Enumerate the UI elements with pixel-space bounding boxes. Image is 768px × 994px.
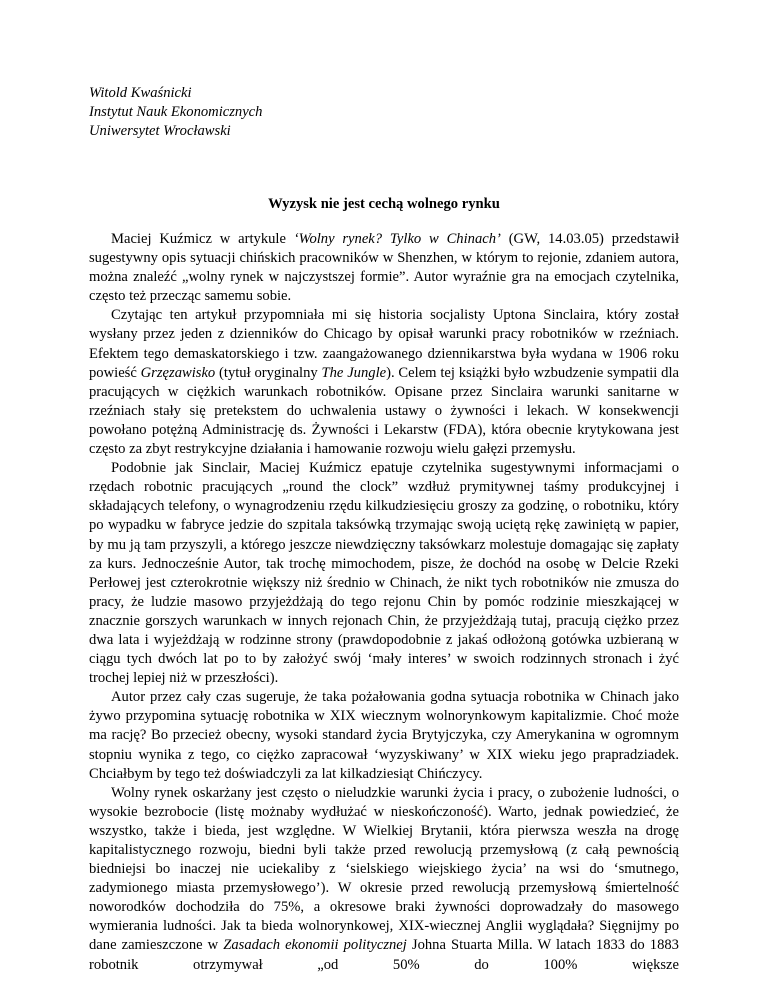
paragraph-2-text-e: ). Celem tej książki było wzbudzenie sympatii dla pracujących w ciężkich warunkach robotników. Opisane przez Sinclaira warunki sanitarne w rzeźniach stały się pretekstem do uchwalenia ustawy o żywności i lekach. W konsekwencji powołano potężną Administrację ds. Żywności i Lekarstw (FDA), która obecnie krytykowana jest często za zbyt restrykcyjne działania i hamowanie rozwoju wielu gałęzi przemysłu. xyxy=(89,364,679,458)
paragraph-4: Autor przez cały czas sugeruje, że taka pożałowania godna sytuacja robotnika w Chinach jako żywo przypomina sytuację robotnika w XIX wiecznym wolnorynkowym kapitalizmie. Choć może ma rację? Bo przecież obecny, wysoki standard życia Brytyjczyka, czy Amerykanina w ogromnym stopniu wynika z tego, co ciężko zapracował ‘wyzyskiwany’ w XIX wieku jego prapradziadek. Chciałbym by tego też doświadczyli za lat kilkadziesiąt Chińczycy. xyxy=(89,689,679,782)
novel-title-original: The Jungle xyxy=(321,364,387,381)
author-name: Witold Kwaśnicki xyxy=(89,85,192,101)
paragraph-1-text-a: Maciej Kuźmicz w artykule xyxy=(111,231,294,247)
paragraph-2-text-c: (tytuł oryginalny xyxy=(215,364,322,381)
cited-article-title: ‘Wolny rynek? Tylko w Chinach’ xyxy=(293,231,501,247)
paragraph-5-text-c: Johna Stuarta Milla. W latach 1833 do 1883 robotnik otrzymywał „od 50% do 100% większe xyxy=(89,937,679,973)
paragraph-5 xyxy=(89,784,679,975)
novel-title-polish: Grzęzawisko xyxy=(140,364,216,381)
paragraph-5-text-a: Wolny rynek oskarżany jest często o nieludzkie warunki życia i pracy, o zubożenie ludności, o wysokie bezrobocie (listę możnaby wydłużać w nieskończoność). Warto, jednak powiedzieć, że wszystko, także i bieda, jest względne. W Wielkiej Brytanii, która pierwsza weszła na drogę kapitalistycznego rozwoju, biedni byli także przed rewolucją przemysłową (z całą pewnością biedniejsi bo inaczej nie uciekaliby z ‘sielskiego wiejskiego życia’ na wsi do ‘smutnego, zadymionego miasta przemysłowego’). W okresie przed rewolucją przemysłową śmiertelność noworodków dochodziła do 75%, a okresowe braki żywności doprowadzały do masowego wymierania ludności. Jak ta bieda wolnorynkowej, XIX-wiecznej Anglii wyglądała? Sięgnijmy po dane zamieszczone w xyxy=(89,784,679,954)
article-body xyxy=(89,230,679,975)
author-university: Uniwersytet Wrocławski xyxy=(89,123,231,139)
paragraph-2-text-a: Czytając ten artykuł przypomniała mi się historia socjalisty Uptona Sinclaira, który został wysłany przez jeden z dzienników do Chicago by opisał warunki pracy robotników w rzeźniach. Efektem tego demaskatorskiego i tzw. zaangażowanego dziennikarstwa była wydana w 1906 roku powieść xyxy=(89,307,679,381)
paragraph-2 xyxy=(89,306,679,459)
article-title: Wyzysk nie jest cechą wolnego rynku xyxy=(268,196,500,212)
book-title-mill: Zasadach ekonomii politycznej xyxy=(223,937,407,954)
paragraph-3: Podobnie jak Sinclair, Maciej Kuźmicz epatuje czytelnika sugestywnymi informacjami o rzędach robotnic pracujących „round the clock” wzdłuż prymitywnej taśmy produkcyjnej i składających telefony, o wynagrodzeniu rzędu kilkudziesięciu groszy za godzinę, o robotniku, który po wypadku w fabryce jedzie do szpitala taksówką trzymając swoją uciętą rękę zawiniętą w papier, by mu ją tam przyszyli, a którego jeszcze niewdzięczny taksówkarz molestuje domagając się zapłaty za kurs. Jednocześnie Autor, tak trochę mimochodem, pisze, że dochód na osobę w Delcie Rzeki Perłowej jest czterokrotnie większy niż średnio w Chinach, że nikt tych robotników nie zmusza do pracy, że ludzie masowo przyjeżdżają do tego rejonu Chin by pomóc rodzinie mieszkającej w znacznie gorszych warunkach w innych rejonach Chin, że przyjeżdżają tutaj, pracują ciężko przez dwa lata i wyjeżdżają w rodzinne strony (prawdopodobnie z jakaś odłożoną gotówka uzbieraną w ciągu tych dwóch lat po to by założyć swój ‘mały interes’ w swoich rodzinnych stronach i żyć trochej lepiej niż w przeszłości). xyxy=(89,460,679,687)
paragraph-1-text-c: (GW, 14.03.05) przedstawił sugestywny opis sytuacji chińskich pracowników w Shenzhen, w którym to rejonie, zdaniem autora, można znaleźć „wolny rynek w najczystszej formie”. Autor wyraźnie gra na emocjach czytelnika, często też przecząc samemu sobie. xyxy=(89,231,679,305)
paragraph-1 xyxy=(89,230,679,306)
author-institute: Instytut Nauk Ekonomicznych xyxy=(89,104,263,120)
document-page xyxy=(89,84,679,975)
author-block xyxy=(89,84,679,141)
